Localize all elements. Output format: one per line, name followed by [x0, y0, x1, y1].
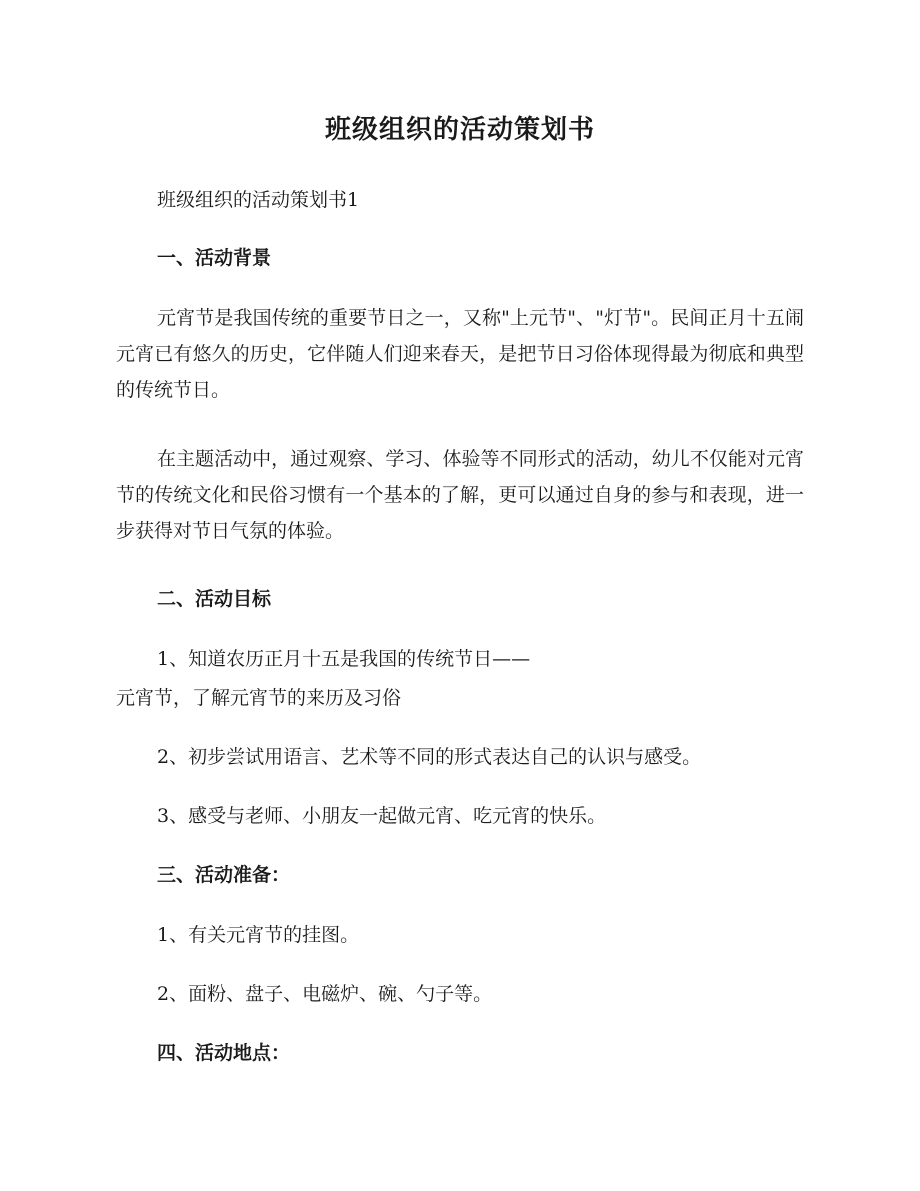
background-paragraph-2: 在主题活动中，通过观察、学习、体验等不同形式的活动，幼儿不仅能对元宵节的传统文化和民俗习惯有一个基本的了解，更可以通过自身的参与和表现，进一步获得对节日气氛的体验。 [116, 448, 804, 542]
goal-item-1-line-2: 元宵节，了解元宵节的来历及习俗 [116, 687, 402, 709]
document-title: 班级组织的活动策划书 [324, 115, 595, 145]
document-subtitle: 班级组织的活动策划书1 [157, 189, 360, 211]
section-heading-preparation: 三、活动准备： [157, 864, 291, 886]
section-heading-goals: 二、活动目标 [157, 588, 272, 610]
section-heading-background: 一、活动背景 [157, 247, 272, 269]
section-heading-location: 四、活动地点： [157, 1042, 291, 1064]
background-paragraph-1: 元宵节是我国传统的重要节日之一，又称"上元节"、"灯节"。民间正月十五闹元宵已有悠久的历史，它伴随人们迎来春天，是把节日习俗体现得最为彻底和典型的传统节日。 [116, 307, 804, 401]
goal-item-2: 2、初步尝试用语言、艺术等不同的形式表达自己的认识与感受。 [157, 746, 702, 768]
goal-item-3: 3、感受与老师、小朋友一起做元宵、吃元宵的快乐。 [157, 805, 607, 827]
prep-item-2: 2、面粉、盘子、电磁炉、碗、勺子等。 [157, 983, 493, 1005]
goal-item-1-line-1: 1、知道农历正月十五是我国的传统节日—— [157, 648, 531, 670]
prep-item-1: 1、有关元宵节的挂图。 [157, 924, 360, 946]
